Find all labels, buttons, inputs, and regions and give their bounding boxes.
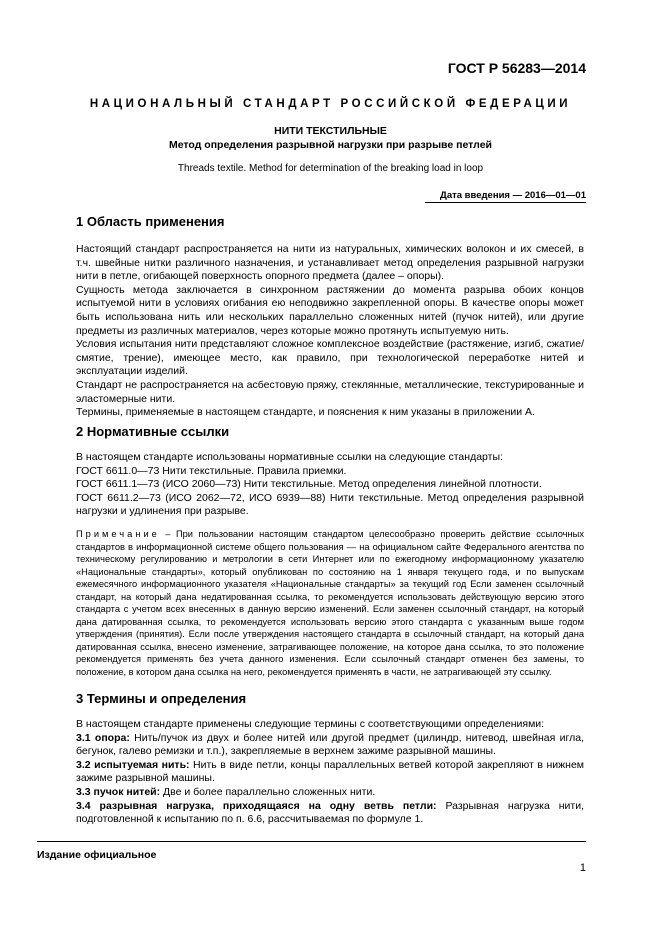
section-1-paragraph bbox=[76, 379, 584, 406]
reference-item bbox=[76, 478, 584, 492]
section-1-paragraph bbox=[76, 406, 584, 420]
reference-text: ГОСТ 6611.1—73 (ИСО 2060—73) Нити текстильные. Метод определения линейной плотности. bbox=[76, 478, 542, 491]
note-text: – При пользовании настоящим стандартом целесообразно проверить действие ссылочных стандартов в информационной системе общего пользования — на официальном сайте Федерального агентства по техническому регулированию и метрологии в сети Интернет или по ежегодному информационному указателю «Национальные стандарты», который опубликован по состоянию на 1 января текущего года, и по выпускам ежемесячного информационного указателя «Национальные стандарты» за текущий год Если заменен ссылочный стандарт, на который дана недатированная ссылка, то рекомендуется использовать действующую версию этого стандарта с учетом всех внесенных в данную версию изменений. Если заменен ссылочный стандарт, на который дана датированная ссылка, то рекомендуется использовать версию этого стандарта с указанным выше годом утверждения (принятия). Если после утверждения настоящего стандарта в ссылочный стандарт, на который дана датированная ссылка, внесено изменение, затрагивающее положение, на которое дана ссылка, то это положение рекомендуется применять без учета данного изменения. Если ссылочный стандарт отменен без замены, то положение, в котором дана ссылка на него, рекомендуется применять в части, не затрагивающей эту ссылку. bbox=[76, 529, 584, 677]
term-name: 3.3 пучок нитей: bbox=[76, 785, 161, 798]
introduction-date: Дата введения — 2016—01—01 bbox=[440, 190, 586, 201]
paragraph-text: Стандарт не распространяется на асбестовую пряжу, стеклянные, металлические, текстурированные и эластомерные нити. bbox=[76, 378, 584, 405]
paragraph-text: Термины, применяемые в настоящем стандарте, и пояснения к ним указаны в приложении А. bbox=[76, 406, 535, 419]
national-standard-banner: НАЦИОНАЛЬНЫЙ СТАНДАРТ РОССИЙСКОЙ ФЕДЕРАЦИИ bbox=[89, 98, 572, 110]
section-3-intro bbox=[76, 718, 584, 732]
paragraph-text: В настоящем стандарте использованы нормативные ссылки на следующие стандарты: bbox=[76, 451, 503, 463]
section-2-body bbox=[76, 451, 584, 519]
edition-label: Издание официальное bbox=[37, 849, 157, 861]
reference-item bbox=[76, 465, 584, 479]
term-definition bbox=[76, 732, 584, 759]
document-subtitle: Метод определения разрывной нагрузки при разрыве петлей bbox=[168, 139, 493, 151]
note-label: Примечание bbox=[76, 529, 160, 539]
section-2-paragraph bbox=[76, 451, 584, 465]
section-1-paragraph bbox=[76, 284, 584, 338]
section-1-body bbox=[76, 243, 584, 420]
section-3-heading: 3 Термины и определения bbox=[76, 691, 247, 706]
footer-rule bbox=[37, 841, 586, 842]
term-name: 3.4 разрывная нагрузка, приходящаяся на одну ветвь петли: bbox=[76, 799, 437, 812]
introduction-date-rule bbox=[425, 202, 586, 203]
reference-text: ГОСТ 6611.0—73 Нити текстильные. Правила приемки. bbox=[76, 464, 347, 477]
document-title: НИТИ ТЕКСТИЛЬНЫЕ bbox=[274, 125, 387, 137]
section-1-paragraph bbox=[76, 243, 584, 284]
paragraph-text: Условия испытания нити представляют сложное комплексное воздействие (растяжение, изгиб, сжатие/смятие, трение), имеющее место, как правило, при технологической переработке нитей и эксплуатации изделий. bbox=[76, 338, 584, 378]
page-number: 1 bbox=[579, 862, 586, 874]
paragraph-text: Настоящий стандарт распространяется на нити из натуральных, химических волокон и их смесей, в т.ч. швейные нитки различного назначения, и устанавливает метод определения разрывной нагрузки нити в петле, огибающей поверхность опорного предмета (далее – опоры). bbox=[76, 243, 584, 283]
document-number: ГОСТ Р 56283—2014 bbox=[447, 60, 586, 76]
section-1-heading: 1 Область применения bbox=[76, 214, 225, 229]
term-definition bbox=[76, 786, 584, 800]
term-name: 3.2 испытуемая нить: bbox=[76, 758, 190, 771]
term-text: Нить в виде петли, концы параллельных ветвей которой закрепляют в нижнем зажиме разрывной машины. bbox=[76, 758, 584, 785]
term-text: Две и более параллельно сложенных нити. bbox=[160, 785, 376, 798]
note-block bbox=[76, 528, 584, 678]
term-text: Нить/пучок из двух и более нитей или другой предмет (цилиндр, нитевод, швейная игла, бегунок, галево ремизки и т.п.), закрепляемые в верхнем зажиме разрывной машины. bbox=[76, 731, 584, 758]
paragraph-text: Сущность метода заключается в синхронном растяжении до момента разрыва обоих концов испытуемой нити в условиях огибания ею неподвижно закрепленной опоры. В качестве опоры может быть использована нить или нескольких параллельно сложенных нитей (пучок нитей), или другие предметы из различных материалов, через которые можно протянуть испытуемую нить. bbox=[76, 283, 584, 337]
reference-item bbox=[76, 492, 584, 519]
reference-text: ГОСТ 6611.2—73 (ИСО 2062—72, ИСО 6939—88) Нити текстильные. Метод определения разрывной нагрузки и удлинения при разрыве. bbox=[76, 491, 584, 518]
section-1-paragraph bbox=[76, 338, 584, 379]
document-title-english: Threads textile. Method for determination of the breaking load in loop bbox=[177, 163, 484, 174]
term-name: 3.1 опора: bbox=[76, 731, 130, 744]
paragraph-text: В настоящем стандарте применены следующие термины с соответствующими определениями: bbox=[76, 718, 545, 730]
section-2-heading: 2 Нормативные ссылки bbox=[76, 424, 230, 439]
term-definition bbox=[76, 800, 584, 827]
term-definition bbox=[76, 759, 584, 786]
term-text: Разрывная нагрузка нити, подготовленной к испытанию по п. 6.6, рассчитываемая по формуле 1. bbox=[76, 799, 585, 826]
section-3-body bbox=[76, 718, 584, 827]
